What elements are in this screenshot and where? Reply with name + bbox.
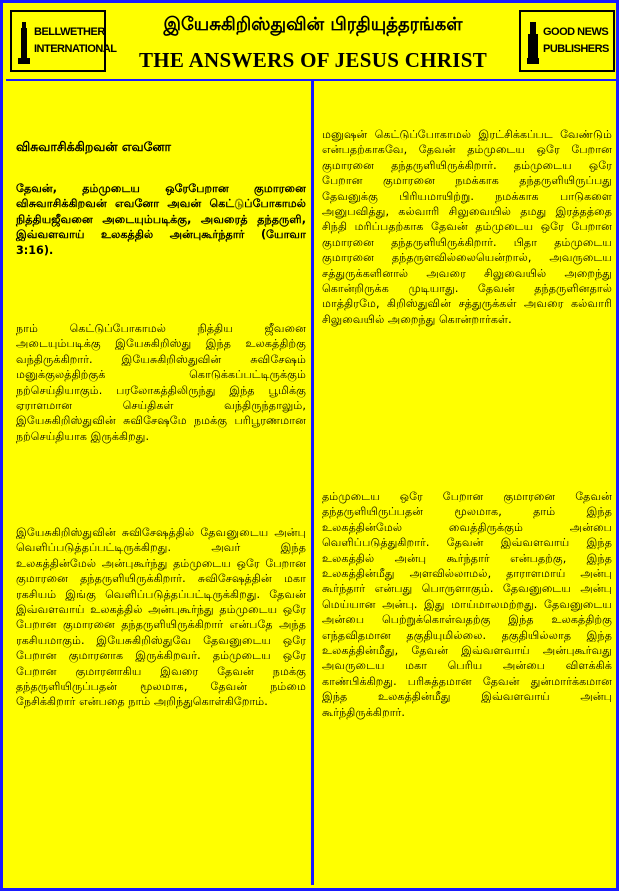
logo-right-line2: PUBLISHERS: [543, 43, 609, 55]
tower-icon: [18, 22, 30, 64]
right-column: [314, 81, 619, 885]
logo-left-line1: BELLWETHER: [34, 26, 105, 38]
logo-right-line1: GOOD NEWS: [543, 26, 609, 38]
title-english: THE ANSWERS OF JESUS CHRIST: [138, 48, 488, 72]
left-column: [6, 81, 311, 885]
right-paragraph-2: தம்முடைய ஒரே பேறான குமாரனை தேவன் தந்தருளியிருப்பதன் மூலமாக, தாம் இந்த உலகத்தின்மேல் வைத்திருக்கும் அன்பை வெளிப்படுத்துகிறார். தேவன் இவ்வளவாய் இந்த உலகத்தில் அன்பு கூர்ந்தார் என்பதற்கு, இந்த உலகத்தின்மீது அளவில்லாமல், தாராளமாய் அன்பு கூர்ந்தார் என்பது பொருளாகும். தேவனுடைய அன்பு மெய்யான அன்பு. இது மாய்மாலமற்றது. தேவனுடைய அன்பை பெற்றுக்கொள்வதற்கு இந்த உலகத்திற்கு எந்தவிதமான தகுதியுமில்லை. தகுதியில்லாத இந்த உலகத்தின்மீது, தேவன் இவ்வளவாய் அன்புகூர்வது அவருடைய மகா பெரிய அன்பை விளக்கிக் காண்பிக்கிறது. பரிசுத்தமான தேவன் துன்மார்க்கமான இந்த உலகத்தின்மீது இவ்வளவாய் அன்பு கூர்ந்திருக்கிறார்.: [322, 490, 612, 719]
bellwether-logo: [10, 10, 117, 72]
left-paragraph-1: நாம் கெட்டுப்போகாமல் நித்திய ஜீவனை அடையும்படிக்கு இயேசுகிறிஸ்து இந்த உலகத்திற்கு வந்திருக்கிறார். இயேசுகிறிஸ்துவின் சுவிசேஷம் மனுக்குலத்திற்குக் கொடுக்கப்பட்டிருக்கும் நற்செய்தியாகும். பரலோகத்திலிருந்து இந்த பூமிக்கு ஏராளமான செய்திகள் வந்திருந்தாலும், இயேசுகிறிஸ்துவின் சுவிசேஷமே நமக்கு பரிபூரணமான நற்செய்தியாக இருக்கிறது.: [16, 322, 306, 443]
page-header: [6, 6, 619, 78]
good-news-logo: [519, 10, 615, 72]
left-paragraph-2: இயேசுகிறிஸ்துவின் சுவிசேஷத்தில் தேவனுடைய அன்பு வெளிப்படுத்தப்பட்டிருக்கிறது. அவர் இந்த உலகத்தின்மேல் அன்புகூர்ந்து தம்முடைய ஒரே பேறான குமாரனை தந்தருளியிருக்கிறார். சுவிசேஷத்தின் மகா ரகசியம் இங்கு வெளிப்படுத்தப்பட்டிருக்கிறது. தேவன் இவ்வளவாய் உலகத்தில் அன்புகூர்ந்து தம்முடைய ஒரே பேறான குமாரனை தந்தருளியிருக்கிறார் என்பதே அந்த ரகசியமாகும். இயேசுகிறிஸ்துவே தேவனுடைய ஒரே பேறான குமாரனாக இருக்கிறவர். தம்முடைய ஒரே பேறான குமாரனாகிய இவரை தேவன் நமக்கு தந்தருளியிருப்பதன் மூலமாக, தேவன் நம்மை நேசிக்கிறார் என்பதை நாம் அறிந்துகொள்கிறோம்.: [16, 526, 306, 709]
title-tamil: இயேசுகிறிஸ்துவின் பிரதியுத்தரங்கள்: [163, 14, 463, 35]
right-paragraph-1: மனுஷன் கெட்டுப்போகாமல் இரட்சிக்கப்பட வேண்டும் என்பதற்காகவே, தேவன் தம்முடைய ஒரே பேறான குமாரனை தந்தருளியிருக்கிறார். தம்முடைய ஒரே பேறான குமாரனை நமக்காக தந்தருளியிருப்பது தேவனுக்கு பிரியமாயிற்று. நமக்காக பாடுகளை அனுபவித்து, கல்வாரி சிலுவையில் தமது இரத்தத்தை சிந்தி மரிப்பதற்காக தேவன் தம்முடைய ஒரே பேறான குமாரனை தந்தருளியிருக்கிறார். பிதா தம்முடைய குமாரனை தந்தருளவில்லையென்றால், அவருடைய சத்துருக்களினால் அவரை சிலுவையில் அறைந்து கொன்றிருக்க முடியாது. தேவன் தந்தருளினதால் மாத்திரமே, கிறிஸ்துவின் சத்துருக்கள் அவரை கல்வாரி சிலுவையில் அறைந்து கொன்றார்கள்.: [322, 128, 612, 326]
verse-text: தேவன், தம்முடைய ஒரேபேறான குமாரனை விசுவாசிக்கிறவன் எவனோ அவன் கெட்டுப்போகாமல் நித்தியஜீவனை அடையும்படிக்கு, அவரைத் தந்தருளி, இவ்வளவாய் உலகத்தில் அன்புகூர்ந்தார் (யோவா 3:16).: [16, 182, 306, 257]
book-icon: [527, 22, 539, 64]
section-heading: விசுவாசிக்கிறவன் எவனோ: [16, 139, 172, 154]
logo-left-line2: INTERNATIONAL: [34, 43, 117, 55]
